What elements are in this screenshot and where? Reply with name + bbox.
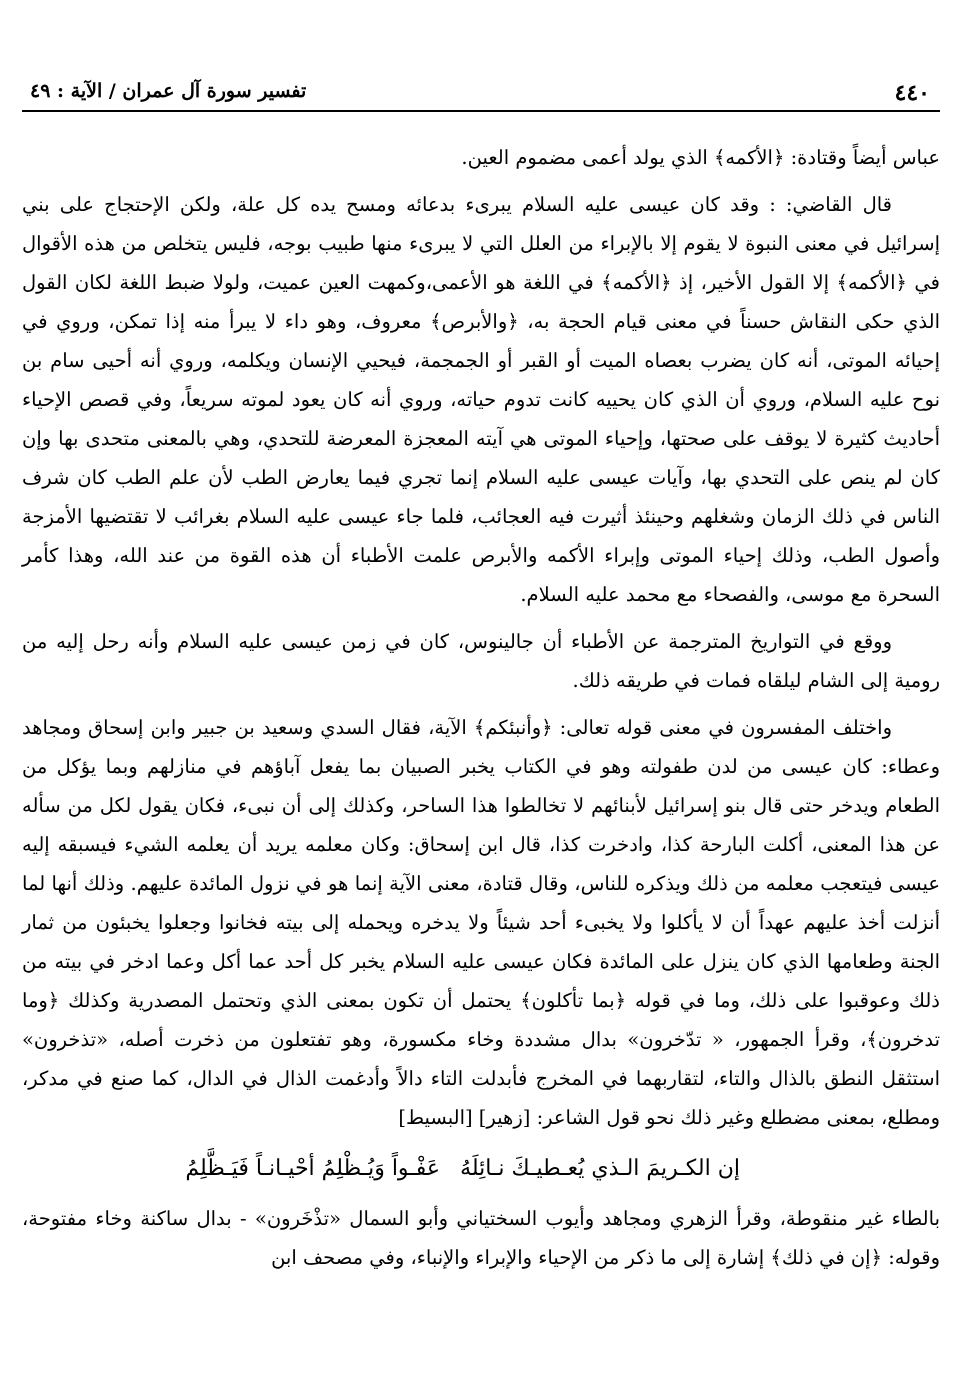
paragraph-5: بالطاء غير منقوطة، وقرأ الزهري ومجاهد وأيوب السختياني وأبو السمال «تذْخَرون» - بدال ساكنة وخاء مفتوحة، وقوله: ﴿إن في ذلك﴾ إشارة إلى ما ذكر من الإحياء والإبراء والإنباء، وفي مصحف ابن — [22, 1207, 940, 1269]
paragraph-1: عباس أيضاً وقتادة: ﴿الأكمه﴾ الذي يولد أعمى مضموم العين. — [461, 146, 940, 169]
paragraph-2: قال القاضي: : وقد كان عيسى عليه السلام يبرىء بدعائه ومسح يده كل علة، ولكن الإحتجاج على بني إسرائيل في معنى النبوة لا يقوم إلا بالإبراء من العلل التي لا يبرىء منها طبيب بوجه، فليس يتخلص من هذه الأقوال في ﴿الأكمه﴾ إلا القول الأخير، إذ ﴿الأكمه﴾ في اللغة هو الأعمى،وكمهت العين عميت، ولولا ضبط اللغة لكان القول الذي حكى النقاش حسناً في معنى قيام الحجة به، ﴿والأبرص﴾ معروف، وهو داء لا يبرأ منه إذا تمكن، وروي في إحيائه الموتى، أنه كان يضرب بعصاه الميت أو القبر أو الجمجمة، فيحيي الإنسان ويكلمه، وروي أنه أحيى سام بن نوح عليه السلام، وروي أن الذي كان يحييه كانت تدوم حياته، وروي أنه كان يعود لموته سريعاً، وفي قصص الإحياء أحاديث كثيرة لا يوقف على صحتها، وإحياء الموتى هي آيته المعجزة المعرضة للتحدي، وهي بالمعنى متحدى بها وإن كان لم ينص على التحدي بها، وآيات عيسى عليه السلام إنما تجري فيما يعارض الطب لأن علم الطب كان شرف الناس في ذلك الزمان وشغلهم وحينئذ أثيرت فيه العجائب، فلما جاء عيسى عليه السلام بغرائب لا تقتضيها الأمزجة وأصول الطب، وذلك إحياء الموتى وإبراء الأكمه والأبرص علمت الأطباء أن هذه القوة من عند الله، وهذا كأمر السحرة مع موسى، والفصحاء مع محمد عليه السلام. — [22, 193, 940, 606]
poetry-verse — [22, 1145, 940, 1189]
paragraph-3: ووقع في التواريخ المترجمة عن الأطباء أن جالينوس، كان في زمن عيسى عليه السلام وأنه رحل إليه من رومية إلى الشام ليلقاه فمات في طريقه ذلك. — [22, 630, 940, 692]
verse-hemistich-2: عَفْـواً وَيُـظْلِمُ أحْيـانـاً فَيَـظَّلِمُ — [185, 1156, 440, 1181]
paragraph-4: واختلف المفسرون في معنى قوله تعالى: ﴿وأنبئكم﴾ الآية، فقال السدي وسعيد بن جبير وابن إسحاق ومجاهد وعطاء: كان عيسى من لدن طفولته وهو في الكتاب يخبر الصبيان بما يفعل آباؤهم في منازلهم وبما يؤكل من الطعام ويدخر حتى قال بنو إسرائيل لأبنائهم لا تخالطوا هذا الساحر، وكذلك إلى أن نبىء، فكان يقول لكل من سأله عن هذا المعنى، أكلت البارحة كذا، وادخرت كذا، قال ابن إسحاق: وكان معلمه يريد أن يعلمه الشيء فيسبقه إليه عيسى فيتعجب معلمه من ذلك ويذكره للناس، وقال قتادة، معنى الآية إنما هو في نزول المائدة عليهم. وذلك أنها لما أنزلت أخذ عليهم عهداً أن لا يأكلوا ولا يخبىء أحد شيئاً ولا يدخره ويحمله إلى بيته فخانوا وجعلوا يخبئون من ثمار الجنة وطعامها الذي كان ينزل على المائدة فكان عيسى عليه السلام يخبر كل أحد عما أكل وعما ادخر في بيته من ذلك وعوقبوا على ذلك، وما في قوله ﴿بما تأكلون﴾ يحتمل أن تكون بمعنى الذي وتحتمل المصدرية وكذلك ﴿وما تدخرون﴾، وقرأ الجمهور، « تدّخرون» بدال مشددة وخاء مكسورة، وهو تفتعلون من ذخرت أصله، «تذخرون» استثقل النطق بالذال والتاء، لتقاربهما في المخرج فأبدلت التاء دالاً وأدغمت الذال في الدال، كما صنع في مدكر، ومطلع، بمعنى مضطلع وغير ذلك نحو قول الشاعر: [زهير] [البسيط] — [22, 716, 940, 1129]
page-number: ٤٤٠ — [894, 80, 930, 106]
header-rule — [22, 110, 940, 112]
verse-hemistich-1: إن الكـريمَ الـذي يُعـطيـكَ نـائِلَهُ — [460, 1156, 740, 1181]
running-header — [22, 76, 940, 112]
header-title: تفسير سورة آل عمران / الآية : ٤٩ — [30, 80, 307, 102]
page-body — [22, 138, 940, 1285]
